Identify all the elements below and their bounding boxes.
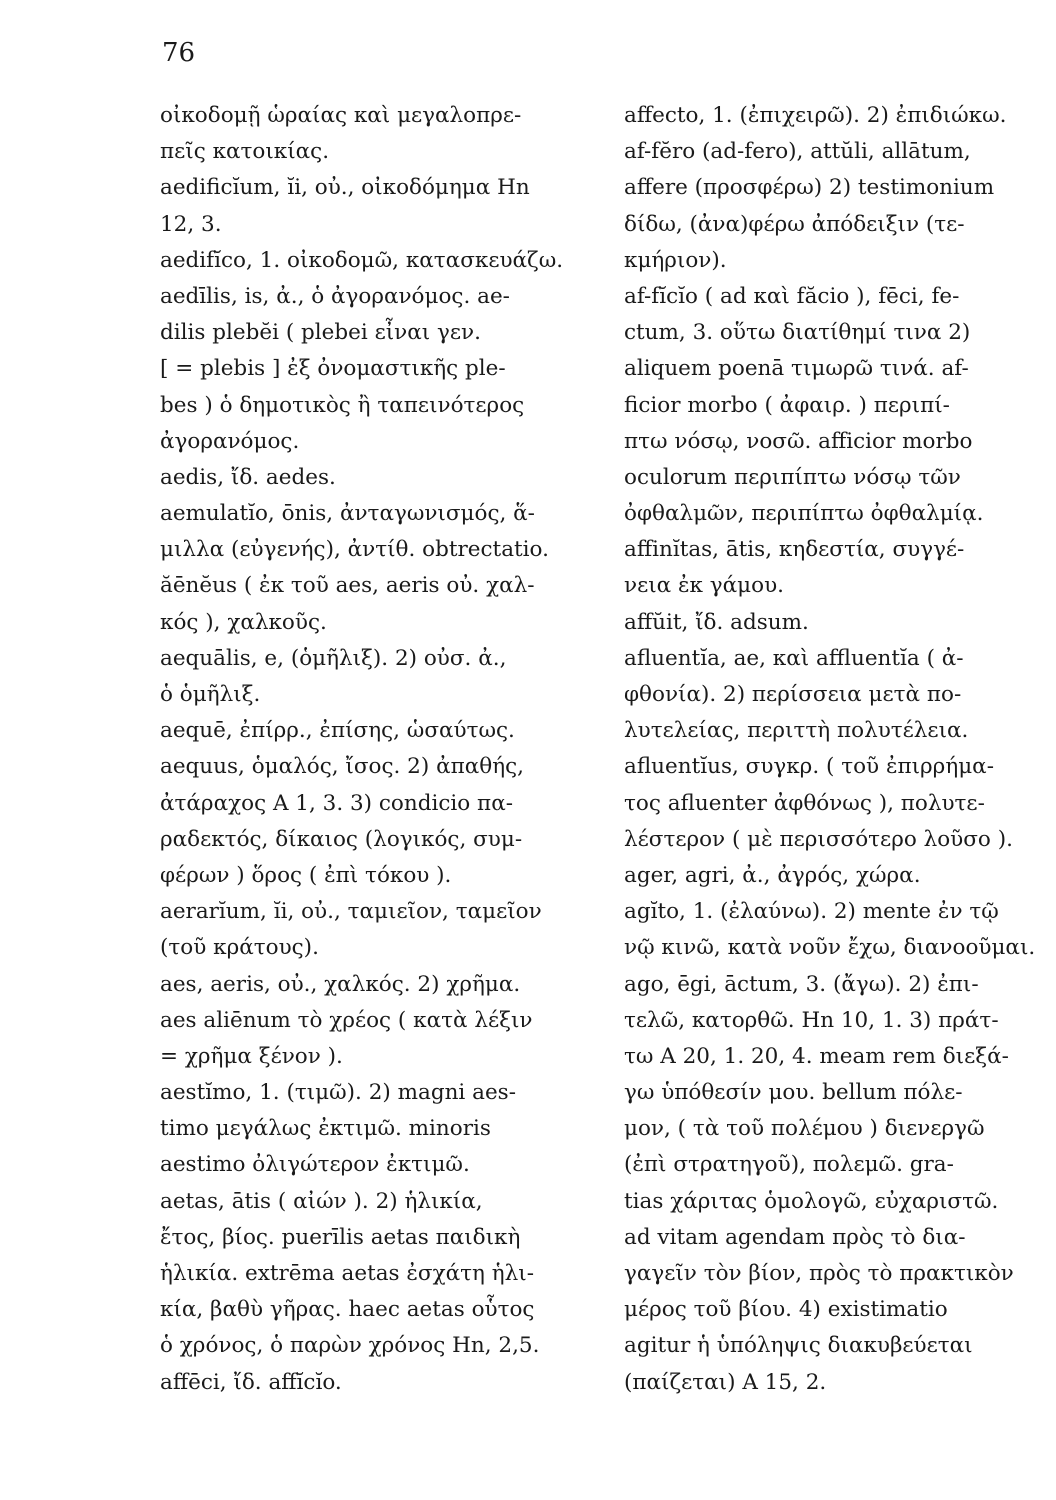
dictionary-line: κός ), χαλκοῦς. [160,609,327,635]
dictionary-line: ἡλικία. extrēma aetas ἐσχάτη ἡλι- [160,1261,534,1286]
dictionary-line: ago, ēgi, āctum, 3. (ἄγω). 2) ἐπι- [624,971,979,997]
dictionary-line: λέστερον ( μὲ περισσότερο λοῦσο ). [624,826,1013,852]
dictionary-line: aerarĭum, ĭi, οὐ., ταμιεῖον, ταμεῖον [160,899,542,925]
dictionary-line: aemulatĭo, ōnis, ἀνταγωνισμός, ἅ- [160,501,535,527]
dictionary-line: agitur ἡ ὑπόληψις διακυβεύεται [624,1333,973,1359]
dictionary-line: timo μεγάλως ἐκτιμῶ. minoris [160,1116,491,1142]
dictionary-line: aequālis, e, (ὁμῆλιξ). 2) οὐσ. ἀ., [160,645,507,671]
dictionary-line: κμήριον). [624,247,727,273]
dictionary-line: (τοῦ κράτους). [160,935,319,961]
dictionary-line: aetas, ātis ( αἰών ). 2) ἡλικία, [160,1188,483,1214]
dictionary-line: aedifĭco, 1. οἰκοδομῶ, κατασκευάζω. [160,247,564,273]
dictionary-line: 12, 3. [160,211,222,237]
dictionary-line: [ = plebis ] ἐξ ὀνομαστικῆς ple- [160,356,506,382]
dictionary-line: ăēnĕus ( ἐκ τοῦ aes, aeris οὐ. χαλ- [160,573,535,599]
dictionary-line: aedificĭum, ĭi, οὐ., οἰκοδόμημα Hn [160,175,530,201]
dictionary-line: (παίζεται) A 15, 2. [624,1369,827,1395]
right-column [624,98,1056,1401]
dictionary-line: af-fĭcĭo ( ad καὶ făcio ), fēci, fe- [624,283,960,309]
dictionary-line: ἀτάραχος A 1, 3. 3) condicio πα- [160,790,513,816]
dictionary-line: ἔτος, βίος. puerīlis aetas παιδικὴ [160,1224,521,1250]
dictionary-line: ficior morbo ( ἀφαιρ. ) περιπί- [624,392,950,418]
dictionary-line: dilis plebĕi ( plebei εἶναι γεν. [160,320,481,346]
dictionary-line: bes ) ὁ δημοτικὸς ἢ ταπεινότερος [160,392,525,418]
dictionary-line: ἀγορανόμος. [160,428,300,454]
dictionary-line: ager, agri, ἀ., ἀγρός, χώρα. [624,862,921,888]
dictionary-line: affŭit, ἴδ. adsum. [624,609,809,635]
dictionary-line: μέρος τοῦ βίου. 4) existimatio [624,1297,948,1323]
page-number: 76 [162,38,196,68]
dictionary-line: τος afluenter ἀφθόνως ), πολυτε- [624,790,985,816]
dictionary-line: aliquem poenā τιμωρῶ τινά. af- [624,356,969,382]
dictionary-line: δίδω, (ἀνα)φέρω ἀπόδειξιν (τε- [624,211,965,237]
left-column [160,98,602,1401]
dictionary-line: affēci, ἴδ. affĭcĭo. [160,1369,342,1395]
dictionary-line: ὁ ὁμῆλιξ. [160,682,261,707]
dictionary-line: af-fĕro (ad-fero), attŭli, allātum, [624,139,971,165]
dictionary-line: γω ὑπόθεσίν μου. bellum πόλε- [624,1080,963,1106]
dictionary-line: ὀφθαλμῶν, περιπίπτω ὀφθαλμίᾳ. [624,501,984,527]
dictionary-line: aestĭmo, 1. (τιμῶ). 2) magni aes- [160,1080,516,1106]
dictionary-line: οἰκοδομῇ ὡραίας καὶ μεγαλοπρε- [160,103,522,128]
dictionary-line: affere (προσφέρω) 2) testimonium [624,175,995,201]
dictionary-line: affecto, 1. (ἐπιχειρῶ). 2) ἐπιδιώκω. [624,103,1007,128]
dictionary-line: aedīlis, is, ἀ., ὁ ἀγορανόμος. ae- [160,283,510,309]
dictionary-line: φθονία). 2) περίσσεια μετὰ πο- [624,682,962,707]
dictionary-line: κία, βαθὺ γῆρας. haec aetas οὗτος [160,1297,535,1323]
dictionary-line: πεῖς κατοικίας. [160,139,330,165]
dictionary-line: aes aliēnum τὸ χρέος ( κατὰ λέξιν [160,1007,533,1033]
dictionary-line: ctum, 3. οὕτω διατίθημί τινα 2) [624,320,971,346]
dictionary-line: aestimo ὀλιγώτερον ἐκτιμῶ. [160,1152,470,1178]
dictionary-line: τελῶ, κατορθῶ. Hn 10, 1. 3) πράτ- [624,1007,999,1033]
dictionary-line: afluentĭa, ae, καὶ affluentĭa ( ἀ- [624,645,964,671]
dictionary-line: = χρῆμα ξένον ). [160,1043,343,1069]
dictionary-line: ad vitam agendam πρὸς τὸ δια- [624,1224,966,1250]
dictionary-line: aequus, ὁμαλός, ἴσος. 2) ἀπαθής, [160,754,524,780]
dictionary-line: νεια ἐκ γάμου. [624,573,784,599]
dictionary-line: λυτελείας, περιττὴ πολυτέλεια. [624,718,969,744]
dictionary-line: aes, aeris, οὐ., χαλκός. 2) χρῆμα. [160,971,521,997]
dictionary-line: μιλλα (εὐγενής), ἀντίθ. obtrectatio. [160,537,549,563]
dictionary-line: oculorum περιπίπτω νόσῳ τῶν [624,464,961,490]
dictionary-line: γαγεῖν τὸν βίον, πρὸς τὸ πρακτικὸν [624,1261,1014,1286]
dictionary-line: aequē, ἐπίρρ., ἐπίσης, ὡσαύτως. [160,718,515,744]
dictionary-line: πτω νόσῳ, νοσῶ. afficior morbo [624,428,973,454]
dictionary-line: ραδεκτός, δίκαιος (λογικός, συμ- [160,826,523,852]
dictionary-line: aedis, ἴδ. aedes. [160,464,336,490]
dictionary-line: agĭto, 1. (ἐλαύνω). 2) mente ἐν τῷ [624,899,999,925]
dictionary-line: τω A 20, 1. 20, 4. meam rem διεξά- [624,1043,1009,1069]
dictionary-line: afluentĭus, συγκρ. ( τοῦ ἐπιρρήμα- [624,754,994,780]
dictionary-line: φέρων ) ὅρος ( ἐπὶ τόκου ). [160,862,452,888]
dictionary-line: affinĭtas, ātis, κηδεστία, συγγέ- [624,537,965,563]
dictionary-line: ὁ χρόνος, ὁ παρὼν χρόνος Hn, 2,5. [160,1333,540,1359]
dictionary-line: (ἐπὶ στρατηγοῦ), πολεμῶ. gra- [624,1152,954,1178]
dictionary-line: μον, ( τὰ τοῦ πολέμου ) διενεργῶ [624,1116,985,1142]
dictionary-line: tias χάριτας ὁμολογῶ, εὐχαριστῶ. [624,1188,999,1214]
dictionary-line: νῷ κινῶ, κατὰ νοῦν ἔχω, διανοοῦμαι. [624,935,1036,961]
